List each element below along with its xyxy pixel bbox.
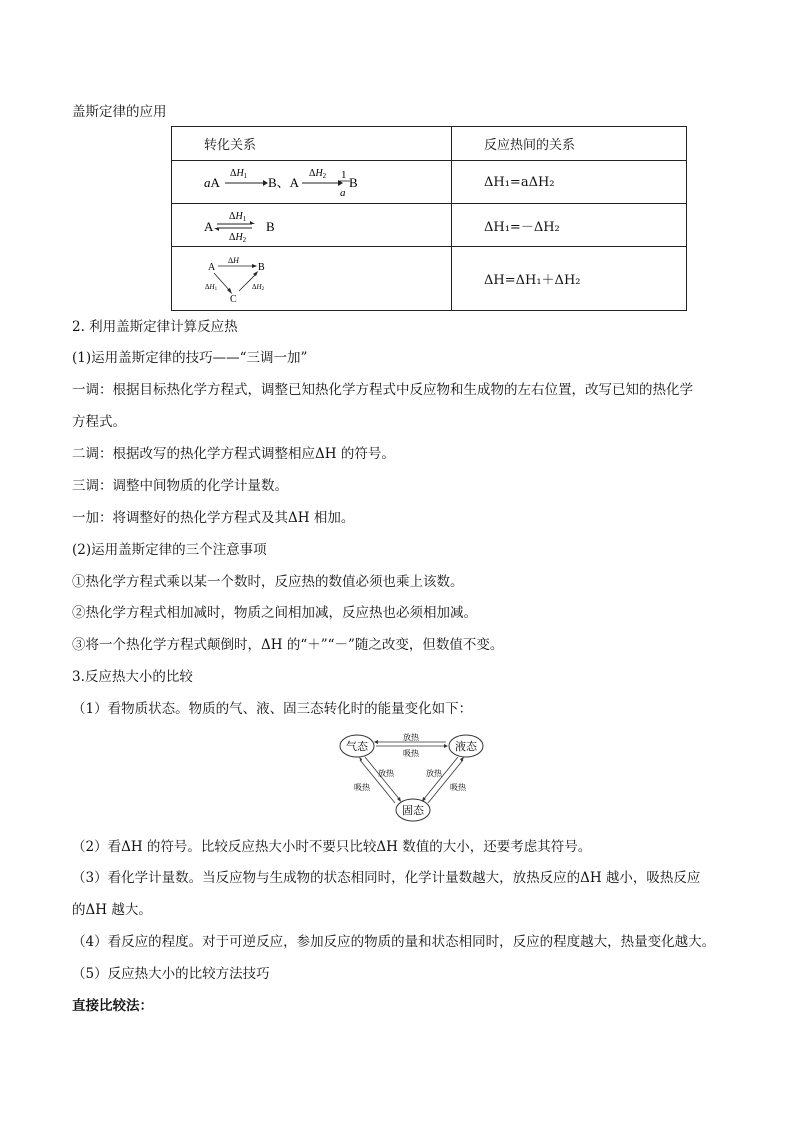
paragraph: （2）看ΔH 的符号。比较反应热大小时不要只比较ΔH 数值的大小，还要考虑其符号。 — [72, 839, 592, 855]
table-header-relation: 转化关系 — [172, 127, 452, 161]
section-2-title: 2. 利用盖斯定律计算反应热 — [72, 319, 238, 335]
svg-text:B、A: B、A — [268, 175, 300, 190]
hess-relations-table — [171, 126, 687, 311]
svg-text:aA: aA — [204, 175, 220, 190]
svg-text:ΔH2: $\Delta H_2$ — [309, 168, 327, 180]
heat-relation-1: ΔH₁=aΔH₂ — [452, 161, 687, 204]
conversion-2-graphic — [172, 204, 419, 246]
top-absorb-label: 吸热 — [403, 749, 419, 758]
phase-transition-diagram — [338, 729, 488, 829]
left-absorb-label: 吸热 — [354, 783, 370, 792]
paragraph: (1)运用盖斯定律的技巧——“三调一加” — [72, 350, 308, 366]
right-release-label: 放热 — [426, 769, 442, 778]
svg-text:ΔH1: $\Delta H_1$ — [229, 211, 247, 223]
paragraph: 方程式。 — [72, 414, 126, 430]
top-release-label: 放热 — [403, 733, 419, 742]
svg-text:ΔH1: $\Delta H_1$ — [230, 168, 248, 180]
conversion-formula-1 — [172, 161, 452, 204]
svg-text:B: B — [349, 175, 358, 190]
paragraph: 一加：将调整好的热化学方程式及其ΔH 相加。 — [72, 510, 355, 526]
paragraph: 一调：根据目标热化学方程式，调整已知热化学方程式中反应物和生成物的左右位置，改写已知的热化学 — [72, 382, 693, 398]
svg-text:B: B — [258, 262, 265, 273]
gas-state-label: 气态 — [346, 741, 368, 753]
table-header-heat: 反应热间的关系 — [452, 127, 687, 161]
left-release-label: 放热 — [378, 769, 394, 778]
svg-text:ΔH2: ΔH2 — [252, 283, 265, 292]
table-row — [172, 161, 687, 204]
paragraph: ②热化学方程式相加减时，物质之间相加减，反应热也必须相加减。 — [72, 605, 477, 621]
svg-text:ΔH2: $\Delta H_2$ — [229, 232, 247, 244]
conversion-1-graphic — [172, 161, 419, 203]
paragraph: ③将一个热化学方程式颠倒时，ΔH 的“＋”“－”随之改变，但数值不变。 — [72, 637, 504, 653]
table-row — [172, 247, 687, 311]
heat-relation-2: ΔH₁=－ΔH₂ — [452, 204, 687, 247]
heading-hess-law-application: 盖斯定律的应用 — [72, 104, 167, 120]
liquid-state-label: 液态 — [455, 741, 477, 753]
solid-state-label: 固态 — [402, 805, 424, 817]
heat-relation-3: ΔH=ΔH₁＋ΔH₂ — [452, 247, 687, 311]
paragraph: 三调：调整中间物质的化学计量数。 — [72, 478, 288, 494]
svg-text:ΔH: ΔH — [228, 256, 239, 265]
svg-text:ΔH1: ΔH1 — [205, 283, 218, 292]
paragraph: （1）看物质状态。物质的气、液、固三态转化时的能量变化如下： — [72, 701, 473, 717]
table-header-row — [172, 127, 687, 161]
conversion-3-graphic — [172, 247, 419, 310]
svg-text:a: a — [340, 187, 346, 199]
right-absorb-label: 吸热 — [450, 783, 466, 792]
paragraph: （5）反应热大小的比较方法技巧 — [72, 966, 270, 982]
svg-text:A: A — [204, 219, 214, 234]
paragraph: （3）看化学计量数。当反应物与生成物的状态相同时，化学计量数越大，放热反应的ΔH 越小，吸热反应 — [72, 870, 701, 886]
conversion-formula-3 — [172, 247, 452, 311]
paragraph: (2)运用盖斯定律的三个注意事项 — [72, 542, 267, 558]
paragraph: ①热化学方程式乘以某一个数时，反应热的数值必须也乘上该数。 — [72, 574, 464, 590]
paragraph: 的ΔH 越大。 — [72, 902, 152, 918]
paragraph: 二调：根据改写的热化学方程式调整相应ΔH 的符号。 — [72, 446, 395, 462]
direct-comparison-heading: 直接比较法： — [72, 998, 153, 1014]
svg-text:B: B — [266, 219, 275, 234]
svg-text:A: A — [208, 262, 216, 273]
table-row — [172, 204, 687, 247]
paragraph: （4）看反应的程度。对于可逆反应，参加反应的物质的量和状态相同时，反应的程度越大，热量变化越大。 — [72, 934, 716, 950]
svg-text:1: 1 — [341, 169, 347, 181]
conversion-formula-2 — [172, 204, 452, 247]
svg-text:C: C — [230, 294, 237, 305]
section-3-title: 3.反应热大小的比较 — [72, 669, 193, 685]
